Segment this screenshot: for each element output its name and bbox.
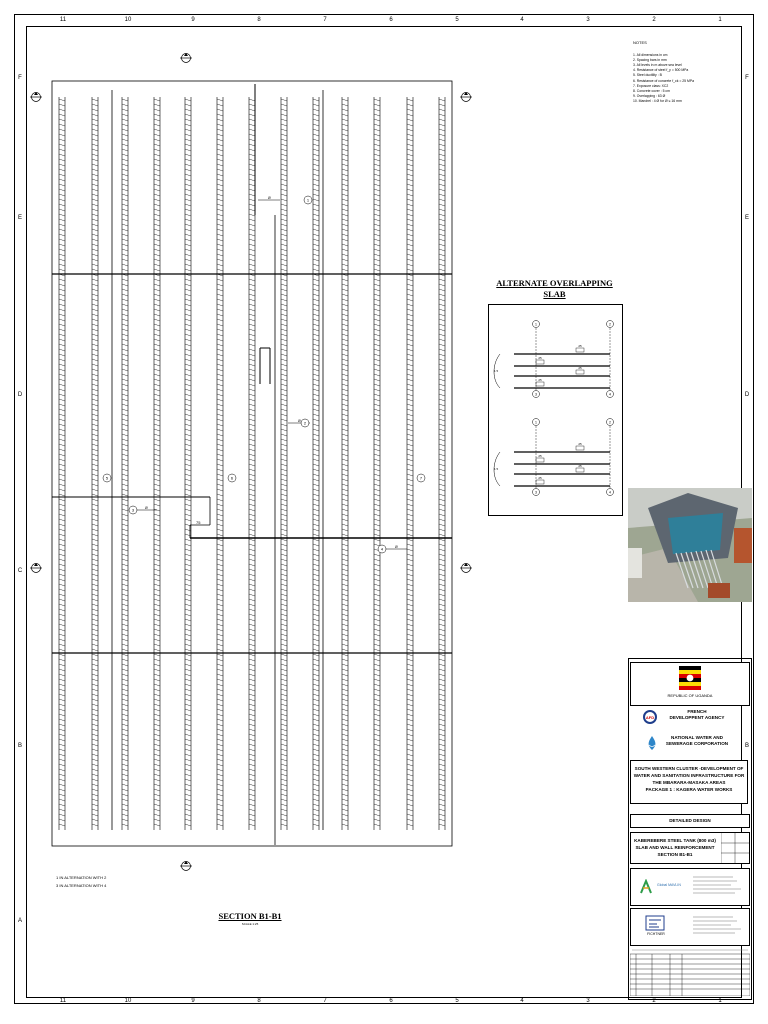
section-marker-icon: [30, 563, 42, 573]
afd-name-line2: DEVELOPPENT AGENCY: [669, 715, 725, 720]
detail-callout-number: 3: [535, 490, 537, 495]
note-line: 5. Steel ductility : B: [633, 73, 662, 78]
detail-callout-number: 4: [609, 490, 611, 495]
grid-col: 6: [389, 998, 393, 1004]
note-line: 4. Resistance of steel f_y = 500 MPa: [633, 68, 689, 73]
uganda-flag-icon: [679, 666, 701, 690]
consultant-logo-icon: [639, 879, 653, 895]
grid-col: 3: [586, 998, 590, 1004]
section-marker-icon: [180, 53, 192, 63]
revision-table: [630, 948, 750, 996]
grid-row: B: [17, 743, 22, 749]
nwsc-name: [664, 735, 730, 747]
grid-row: F: [18, 75, 22, 81]
nwsc-logo-icon: [645, 735, 659, 751]
grid-row: E: [744, 215, 749, 221]
country-box: [630, 662, 750, 706]
note-line: 8. Concrete cover : 5 cm: [633, 88, 670, 93]
grid-col: 10: [124, 17, 132, 23]
grid-col: 11: [59, 17, 67, 23]
detail-title: [488, 278, 621, 300]
note-line: 1. All dimensions in cm: [633, 53, 668, 58]
detail-callout-number: 2: [609, 420, 611, 425]
bar-label: Ø: [145, 506, 148, 510]
lap-marker: [576, 446, 584, 450]
notes-block: [633, 40, 743, 104]
country-name: REPUBLIC OF UGANDA: [667, 693, 713, 698]
nwsc-name-line2: SEWERAGE CORPORATION: [665, 741, 729, 746]
note-line: 10. Mandrel : 4 Ø for Ø ≤ 16 mm: [633, 98, 682, 103]
grid-row: D: [744, 392, 750, 398]
note-line: 9. Overlapping : 63 Ø: [633, 93, 666, 98]
grid-col: 1: [718, 17, 722, 23]
consultant2-name: FICHTNER: [647, 932, 665, 936]
grid-col: 2: [652, 17, 656, 23]
afd-name-line1: FRENCH: [687, 709, 707, 714]
grid-row: F: [745, 75, 749, 81]
drawing-info-grid: [721, 833, 749, 863]
lap-marker: [536, 458, 544, 462]
grid-row: C: [17, 568, 23, 574]
grid-col: 8: [257, 17, 261, 23]
grid-col: 2: [652, 998, 656, 1004]
grid-col: 7: [323, 17, 327, 23]
grid-col: 9: [191, 17, 195, 23]
grid-col: 11: [59, 998, 67, 1004]
consultant1-box: [630, 868, 750, 906]
lap-marker: [536, 480, 544, 484]
drawing-title: [631, 837, 719, 858]
detail-callout-number: 2: [609, 322, 611, 327]
bar-marker-number: 4: [380, 546, 384, 552]
alternate-overlapping-detail: [488, 304, 622, 515]
lap-label: 25: [578, 366, 582, 370]
grid-col: 6: [389, 17, 393, 23]
note-line: 7. Exposure class: XC2: [633, 83, 669, 88]
drawing-title-line: SECTION B1-B1: [657, 852, 693, 857]
bar-label: Ø: [298, 419, 301, 423]
section-legend: [56, 874, 106, 890]
grid-col: 1: [718, 998, 722, 1004]
section-marker-icon: [460, 92, 472, 102]
grid-col: 7: [323, 998, 327, 1004]
project-line: THE MBARARA-MASAKA AREAS: [652, 780, 726, 785]
drawing-title-line: SLAB AND WALL REINFORCEMENT: [635, 845, 715, 850]
grid-row: D: [17, 392, 23, 398]
detail-title-line1: ALTERNATE OVERLAPPING: [496, 278, 613, 288]
lap-marker: [576, 348, 584, 352]
legend-line: 3 IN ALTERNATION WITH 4: [56, 883, 107, 888]
drawing-title-box: [630, 832, 750, 864]
grid-col: 9: [191, 998, 195, 1004]
afd-logo-icon: [643, 710, 657, 729]
bar-marker-number: 2: [303, 420, 307, 426]
bar-marker-number: 5: [105, 475, 109, 481]
lap-marker: [536, 382, 544, 386]
detail-callout-number: 1: [535, 322, 537, 327]
grid-row: B: [744, 743, 749, 749]
lap-marker: [576, 468, 584, 472]
stage-box: DETAILED DESIGN: [630, 814, 750, 828]
grid-col: 4: [520, 17, 524, 23]
bar-marker-number: 6: [230, 475, 234, 481]
bar-marker-number: 1: [306, 197, 310, 203]
detail-lap-label: 1 5: [494, 467, 499, 471]
lap-label: 25: [538, 454, 542, 458]
grid-col: 5: [455, 998, 459, 1004]
svg-text:AFD: AFD: [645, 715, 655, 720]
grid-col: 10: [124, 998, 132, 1004]
project-line: SOUTH WESTERN CLUSTER -DEVELOPMENT OF: [634, 766, 744, 771]
detail-callout-number: 3: [535, 392, 537, 397]
project-line: PACKAGE 1 : KAGERA WATER WORKS: [645, 787, 733, 792]
nwsc-name-line1: NATIONAL WATER AND: [671, 735, 723, 740]
lap-label: 25: [578, 442, 582, 446]
bar-label: Ø: [268, 196, 271, 200]
consultant2-address: [693, 915, 743, 939]
lap-label: 25: [538, 378, 542, 382]
detail-title-line2: SLAB: [543, 289, 566, 299]
note-line: 3. All levels in m above sea level: [633, 63, 682, 68]
grid-col: 4: [520, 998, 524, 1004]
note-line: 6. Resistance of concrete f_ck = 25 MPa: [633, 78, 694, 83]
consultant1-address: [693, 875, 743, 899]
legend-line: 1 IN ALTERNATION WITH 2: [56, 875, 107, 880]
consultant2-box: [630, 908, 750, 946]
dimension-label: 75: [196, 520, 201, 525]
grid-col: 8: [257, 998, 261, 1004]
grid-row: A: [17, 918, 22, 924]
section-marker-icon: [30, 92, 42, 102]
afd-name: [664, 709, 730, 721]
section-marker-icon: [180, 861, 192, 871]
lap-label: 25: [538, 356, 542, 360]
lap-marker: [576, 370, 584, 374]
consultant1-name: Global MAVLIN: [657, 883, 681, 887]
lap-label: 25: [578, 464, 582, 468]
section-marker-icon: [460, 563, 472, 573]
grid-col: 5: [455, 17, 459, 23]
section-title: SECTION B1-B1: [218, 911, 282, 921]
note-line: 2. Spacing bars in mm: [633, 58, 667, 63]
lap-label: 25: [538, 476, 542, 480]
bar-marker-number: 3: [131, 507, 135, 513]
grid-col: 3: [586, 17, 590, 23]
tank-render-image: [628, 488, 752, 602]
project-line: WATER AND SANITATION INFRASTRUCTURE FOR: [633, 773, 745, 778]
notes-heading: NOTES: [633, 40, 647, 45]
detail-callout-number: 4: [609, 392, 611, 397]
drawing-title-line: KABEREBERE STEEL TANK (800 m3): [634, 838, 716, 843]
lap-marker: [536, 360, 544, 364]
detail-callout-number: 1: [535, 420, 537, 425]
project-title-box: [630, 760, 748, 804]
consultant-logo-icon: [645, 915, 665, 931]
bar-marker-number: 7: [419, 475, 423, 481]
section-scale: SCALE 1:25: [241, 922, 259, 926]
grid-row: E: [17, 215, 22, 221]
detail-lap-label: 1 5: [494, 369, 499, 373]
lap-label: 25: [578, 344, 582, 348]
bar-label: Ø: [395, 545, 398, 549]
